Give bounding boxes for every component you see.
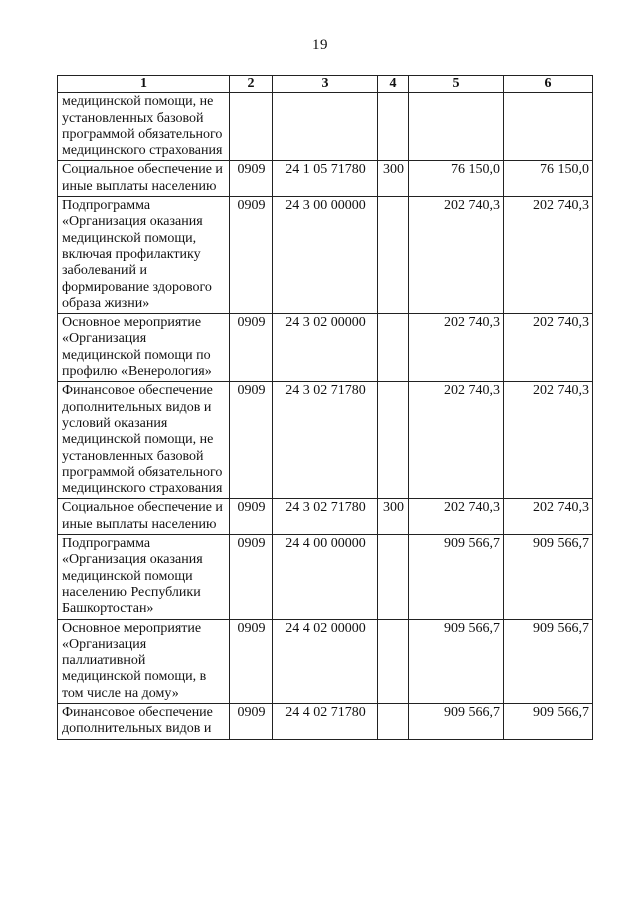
budget-table xyxy=(57,75,593,740)
row-expense-type xyxy=(378,197,409,314)
table-row xyxy=(58,499,593,535)
row-section-code: 0909 xyxy=(230,535,273,619)
row-name: Основное мероприятие «Организация медицинской помощи по профилю «Венерология» xyxy=(58,314,230,382)
row-amount-1: 909 566,7 xyxy=(409,619,504,703)
row-section-code xyxy=(230,93,273,161)
row-amount-1: 909 566,7 xyxy=(409,535,504,619)
row-section-code: 0909 xyxy=(230,499,273,535)
row-amount-1: 909 566,7 xyxy=(409,703,504,739)
row-amount-1 xyxy=(409,93,504,161)
row-target-code: 24 3 00 00000 xyxy=(273,197,378,314)
row-amount-1: 202 740,3 xyxy=(409,382,504,499)
table-row xyxy=(58,703,593,739)
column-header-2: 2 xyxy=(230,76,273,93)
table-row xyxy=(58,382,593,499)
row-amount-1: 202 740,3 xyxy=(409,197,504,314)
row-name: Финансовое обеспечение дополнительных видов и xyxy=(58,703,230,739)
table-row xyxy=(58,197,593,314)
row-amount-2: 202 740,3 xyxy=(504,499,593,535)
row-name: Подпрограмма «Организация оказания медицинской помощи населению Республики Башкортостан» xyxy=(58,535,230,619)
row-expense-type xyxy=(378,314,409,382)
row-amount-2: 76 150,0 xyxy=(504,161,593,197)
row-name: Подпрограмма «Организация оказания медицинской помощи, включая профилактику заболеваний и формирование здорового образа жизни» xyxy=(58,197,230,314)
row-amount-2: 909 566,7 xyxy=(504,703,593,739)
row-target-code xyxy=(273,93,378,161)
row-name: медицинской помощи, не установленных базовой программой обязательного медицинского страхования xyxy=(58,93,230,161)
row-amount-2 xyxy=(504,93,593,161)
row-target-code: 24 3 02 71780 xyxy=(273,499,378,535)
row-section-code: 0909 xyxy=(230,197,273,314)
row-expense-type xyxy=(378,93,409,161)
row-expense-type: 300 xyxy=(378,161,409,197)
row-section-code: 0909 xyxy=(230,619,273,703)
row-name: Социальное обеспечение и иные выплаты населению xyxy=(58,499,230,535)
column-header-6: 6 xyxy=(504,76,593,93)
table-row xyxy=(58,93,593,161)
row-target-code: 24 4 02 00000 xyxy=(273,619,378,703)
row-expense-type xyxy=(378,535,409,619)
row-section-code: 0909 xyxy=(230,314,273,382)
row-expense-type xyxy=(378,703,409,739)
row-name: Социальное обеспечение и иные выплаты населению xyxy=(58,161,230,197)
row-section-code: 0909 xyxy=(230,703,273,739)
row-amount-2: 202 740,3 xyxy=(504,382,593,499)
row-target-code: 24 3 02 00000 xyxy=(273,314,378,382)
row-amount-1: 202 740,3 xyxy=(409,499,504,535)
row-amount-2: 909 566,7 xyxy=(504,619,593,703)
row-amount-2: 202 740,3 xyxy=(504,314,593,382)
row-name: Основное мероприятие «Организация паллиативной медицинской помощи, в том числе на дому» xyxy=(58,619,230,703)
header-row xyxy=(58,76,593,93)
row-section-code: 0909 xyxy=(230,382,273,499)
row-amount-1: 202 740,3 xyxy=(409,314,504,382)
page-number: 19 xyxy=(312,37,328,53)
table-row xyxy=(58,161,593,197)
row-amount-2: 909 566,7 xyxy=(504,535,593,619)
table-row xyxy=(58,314,593,382)
table-row xyxy=(58,619,593,703)
column-header-4: 4 xyxy=(378,76,409,93)
column-header-5: 5 xyxy=(409,76,504,93)
row-expense-type xyxy=(378,382,409,499)
row-section-code: 0909 xyxy=(230,161,273,197)
row-target-code: 24 4 02 71780 xyxy=(273,703,378,739)
row-target-code: 24 3 02 71780 xyxy=(273,382,378,499)
table-row xyxy=(58,535,593,619)
row-expense-type: 300 xyxy=(378,499,409,535)
row-name: Финансовое обеспечение дополнительных видов и условий оказания медицинской помощи, не установленных базовой программой обязательного медицинского страхования xyxy=(58,382,230,499)
row-target-code: 24 1 05 71780 xyxy=(273,161,378,197)
row-amount-1: 76 150,0 xyxy=(409,161,504,197)
row-amount-2: 202 740,3 xyxy=(504,197,593,314)
row-target-code: 24 4 00 00000 xyxy=(273,535,378,619)
row-expense-type xyxy=(378,619,409,703)
column-header-3: 3 xyxy=(273,76,378,93)
column-header-1: 1 xyxy=(58,76,230,93)
